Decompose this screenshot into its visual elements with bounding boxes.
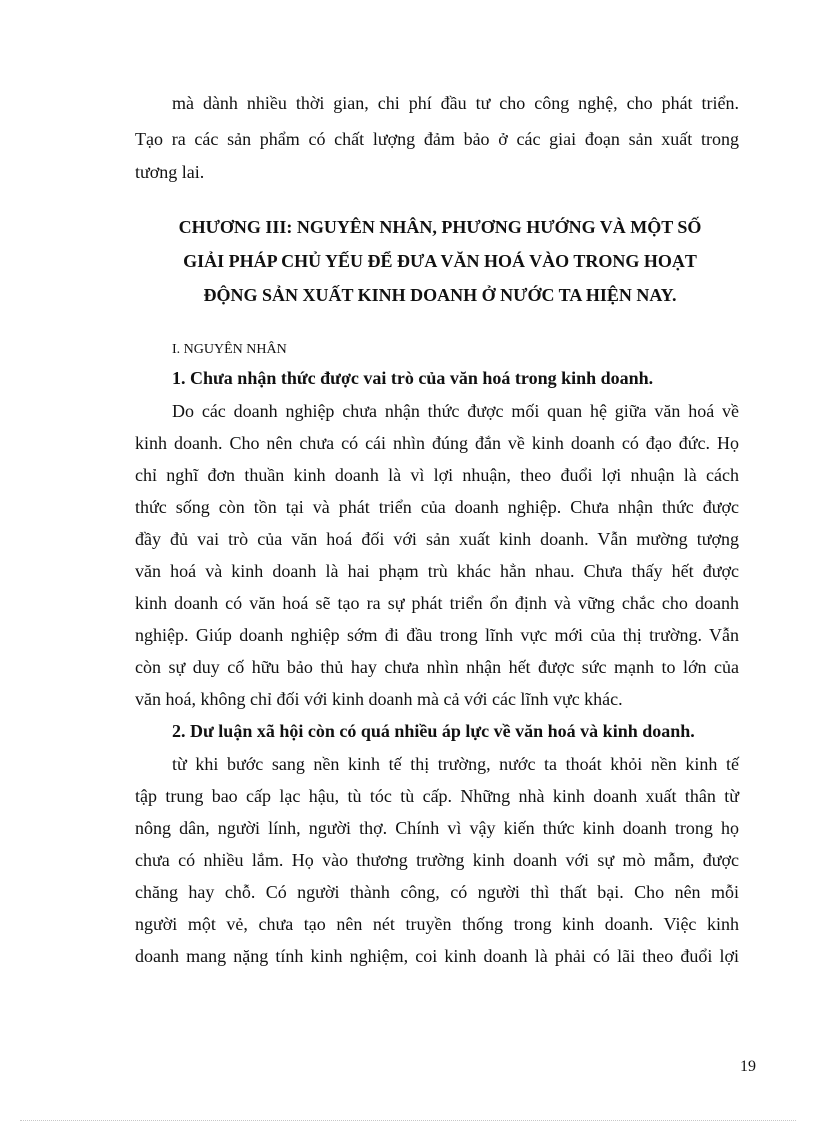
paragraph-1-line-3: chỉ nghĩ đơn thuần kinh doanh là vì lợi nhuận, theo đuổi lợi nhuận là cách — [135, 465, 739, 485]
chapter-heading-line-2: GIẢI PHÁP CHỦ YẾU ĐỂ ĐƯA VĂN HOÁ VÀO TRONG HOẠT — [183, 251, 697, 271]
page-bottom-divider — [20, 1120, 796, 1121]
paragraph-1-line-8: nghiệp. Giúp doanh nghiệp sớm đi đầu trong lĩnh vực mới của thị trường. Vẫn — [135, 625, 739, 645]
paragraph-1-line-9: còn sự duy cố hữu bảo thủ hay chưa nhìn nhận hết được sức mạnh to lớn của — [135, 657, 739, 677]
chapter-heading-line-3: ĐỘNG SẢN XUẤT KINH DOANH Ở NƯỚC TA HIỆN NAY. — [203, 285, 677, 305]
paragraph-2-line-3: nông dân, người lính, người thợ. Chính vì vậy kiến thức kinh doanh trong họ — [135, 818, 739, 838]
paragraph-1-line-10: văn hoá, không chỉ đối với kinh doanh mà cả với các lĩnh vực khác. — [135, 689, 623, 709]
section-heading: I. NGUYÊN NHÂN — [172, 342, 287, 357]
paragraph-2-line-2: tập trung bao cấp lạc hậu, tù tóc tù cấp. Những nhà kinh doanh xuất thân từ — [135, 786, 739, 806]
chapter-heading-line-1: CHƯƠNG III: NGUYÊN NHÂN, PHƯƠNG HƯỚNG VÀ MỘT SỐ — [178, 217, 702, 237]
paragraph-1-line-1: Do các doanh nghiệp chưa nhận thức được mối quan hệ giữa văn hoá về — [172, 401, 739, 421]
paragraph-2-line-5: chăng hay chỗ. Có người thành công, có người thì thất bại. Cho nên mỗi — [135, 882, 739, 902]
intro-line-3: tương lai. — [135, 162, 205, 182]
intro-line-2: Tạo ra các sản phẩm có chất lượng đảm bảo ở các giai đoạn sản xuất trong — [135, 129, 739, 149]
paragraph-1-line-5: đầy đủ vai trò của văn hoá đối với sản xuất kinh doanh. Vẫn mường tượng — [135, 529, 739, 549]
subsection-1-heading: 1. Chưa nhận thức được vai trò của văn hoá trong kinh doanh. — [172, 368, 654, 388]
paragraph-2-line-6: người một vẻ, chưa tạo nên nét truyền thống trong kinh doanh. Việc kinh — [135, 914, 739, 934]
paragraph-1-line-2: kinh doanh. Cho nên chưa có cái nhìn đúng đắn về kinh doanh có đạo đức. Họ — [135, 433, 739, 453]
paragraph-2-line-7: doanh mang nặng tính kinh nghiệm, coi kinh doanh là phải có lãi theo đuổi lợi — [135, 946, 739, 966]
paragraph-1-line-7: kinh doanh có văn hoá sẽ tạo ra sự phát triển ổn định và vững chắc cho doanh — [135, 593, 739, 613]
page-number: 19 — [740, 1058, 756, 1075]
subsection-2-heading: 2. Dư luận xã hội còn có quá nhiều áp lực về văn hoá và kinh doanh. — [172, 721, 695, 741]
paragraph-2-line-4: chưa có nhiều lắm. Họ vào thương trường kinh doanh với sự mò mẫm, được — [135, 850, 739, 870]
paragraph-1-line-4: thức sống còn tồn tại và phát triển của doanh nghiệp. Chưa nhận thức được — [135, 497, 739, 517]
paragraph-1-line-6: văn hoá và kinh doanh là hai phạm trù khác hẳn nhau. Chưa thấy hết được — [135, 561, 739, 581]
paragraph-2-line-1: từ khi bước sang nền kinh tế thị trường, nước ta thoát khỏi nền kinh tế — [172, 754, 739, 774]
intro-line-1: mà dành nhiều thời gian, chi phí đầu tư cho công nghệ, cho phát triển. — [172, 93, 739, 113]
